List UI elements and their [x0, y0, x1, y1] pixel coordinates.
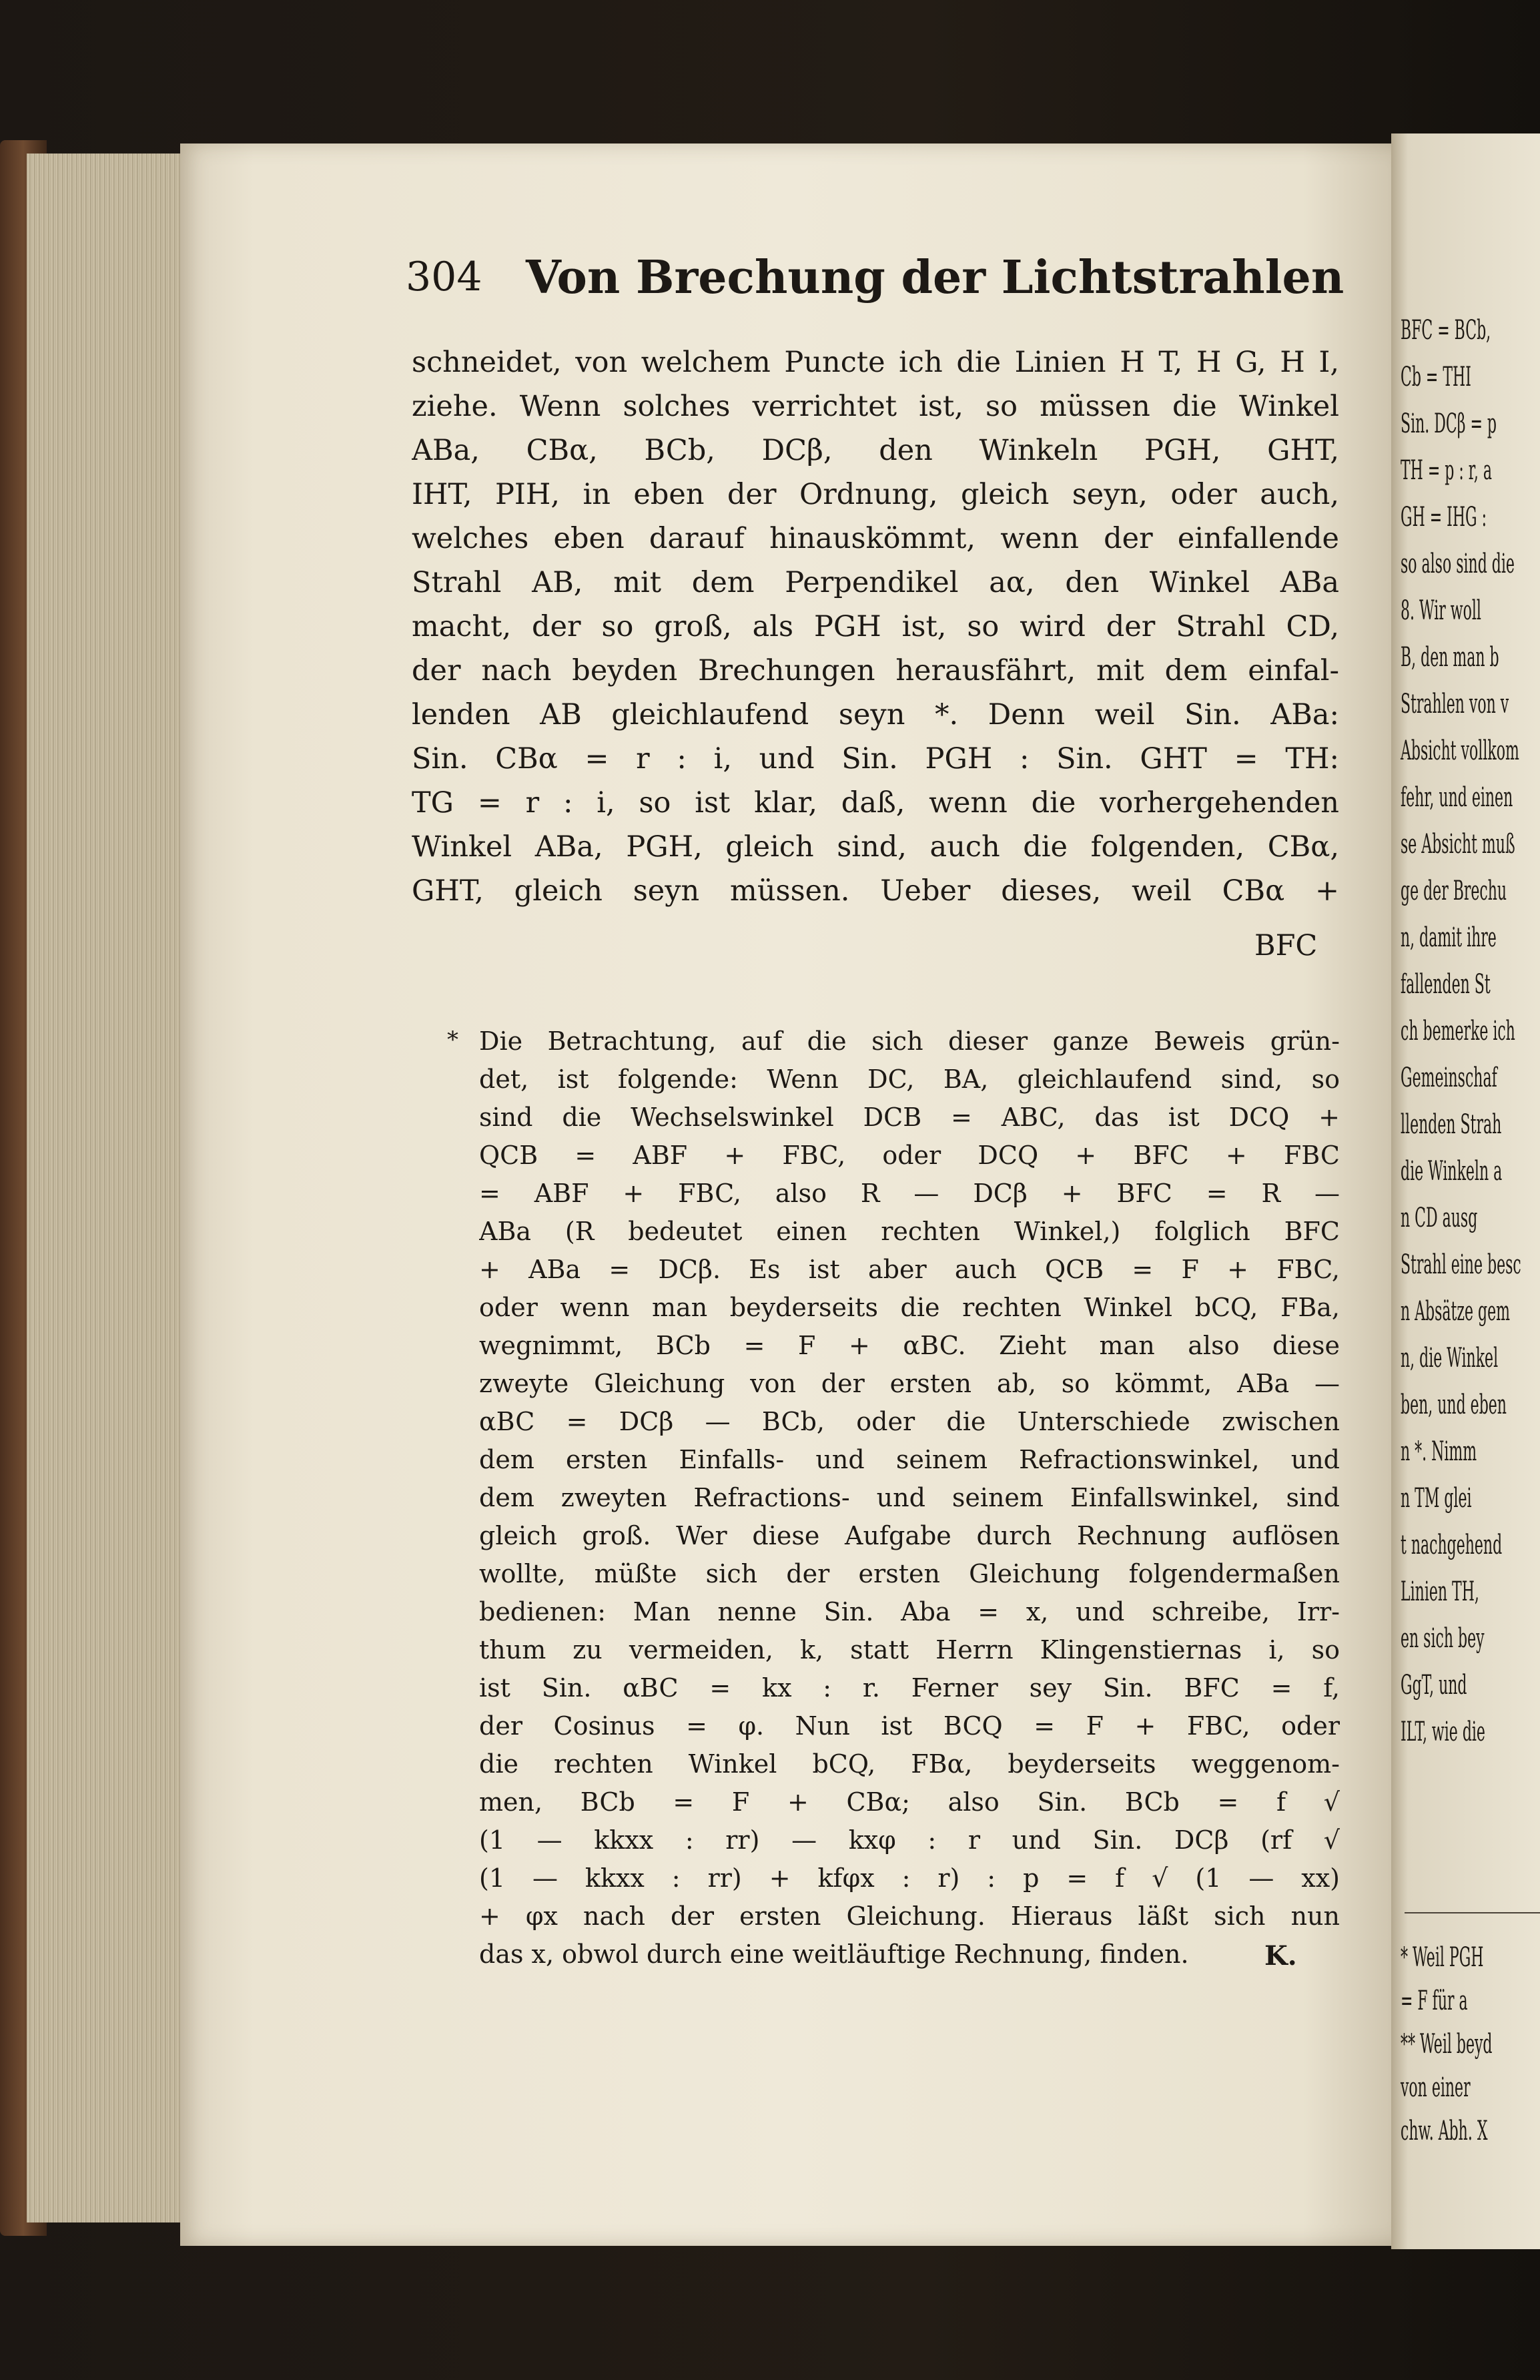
next-page-line: ** Weil beyd — [1401, 2029, 1493, 2060]
next-page-line: Absicht vollkom — [1401, 735, 1519, 766]
footnote-line: oder wenn man beyderseits die rechten Winkel bCQ, FBa, — [479, 1293, 1340, 1322]
next-page-line: 8. Wir woll — [1401, 595, 1481, 626]
next-page-line: ge der Brechu — [1401, 876, 1507, 906]
next-page-line: Linien TH, — [1401, 1576, 1479, 1607]
footnote-line: Die Betrachtung, auf die sich dieser ganze Beweis grün- — [479, 1026, 1340, 1056]
page-number: 304 — [406, 254, 482, 300]
next-page-line: von einer — [1401, 2072, 1471, 2103]
footnote-line: + φx nach der ersten Gleichung. Hieraus läßt sich nun — [479, 1901, 1340, 1931]
next-page-line: die Winkeln a — [1401, 1156, 1503, 1187]
footnote-line: αBC = DCβ — BCb, oder die Unterschiede zwischen — [479, 1407, 1340, 1436]
catchword: BFC — [1254, 929, 1318, 962]
footnote-line: bedienen: Man nenne Sin. Aba = x, und schreibe, Irr- — [479, 1597, 1340, 1626]
next-page-line: fallenden St — [1401, 969, 1491, 1000]
body-line: Sin. CBα = r : i, und Sin. PGH : Sin. GHT = TH: — [412, 742, 1339, 776]
next-page-line: fehr, und einen — [1401, 782, 1513, 813]
footnote-line: sind die Wechselswinkel DCB = ABC, das ist DCQ + — [479, 1103, 1340, 1132]
next-page-line: en sich bey — [1401, 1623, 1485, 1654]
footnote-line: thum zu vermeiden, k, statt Herrn Klingenstiernas i, so — [479, 1635, 1340, 1665]
body-line: Winkel ABa, PGH, gleich sind, auch die folgenden, CBα, — [412, 830, 1339, 864]
body-line: lenden AB gleichlaufend seyn *. Denn weil Sin. ABa: — [412, 698, 1339, 731]
next-page-line: n, die Winkel — [1401, 1343, 1499, 1374]
next-page-line: llenden Strah — [1401, 1109, 1502, 1140]
next-page-line: n TM glei — [1401, 1483, 1472, 1514]
footnote-line: = ABF + FBC, also R — DCβ + BFC = R — — [479, 1179, 1340, 1208]
next-page-line: Cb = THI — [1401, 362, 1471, 392]
next-page-line: n, damit ihre — [1401, 922, 1497, 953]
running-head: Von Brechung der Lichtstrahlen — [526, 251, 1344, 304]
footnote-line: men, BCb = F + CBα; also Sin. BCb = f √ — [479, 1787, 1340, 1817]
footnote-line: die rechten Winkel bCQ, FBα, beyderseits weggenom- — [479, 1749, 1340, 1779]
body-line: macht, der so groß, als PGH ist, so wird der Strahl CD, — [412, 610, 1339, 643]
next-page-line: * Weil PGH — [1401, 1942, 1484, 1973]
next-page-line: Gemeinschaf — [1401, 1063, 1497, 1093]
right-page-fragment — [1391, 133, 1540, 2249]
body-line: welches eben darauf hinauskömmt, wenn der einfallende — [412, 522, 1339, 555]
footnote-line: dem zweyten Refractions- und seinem Einfallswinkel, sind — [479, 1483, 1340, 1512]
next-page-line: Strahlen von v — [1401, 689, 1509, 719]
footnote-line: QCB = ABF + FBC, oder DCQ + BFC + FBC — [479, 1141, 1340, 1170]
footnote-line: gleich groß. Wer diese Aufgabe durch Rechnung auflösen — [479, 1521, 1340, 1550]
next-page-line: Strahl eine besc — [1401, 1249, 1521, 1280]
body-line: ziehe. Wenn solches verrichtet ist, so müssen die Winkel — [412, 390, 1339, 423]
footnote-line: zweyte Gleichung von der ersten ab, so kömmt, ABa — — [479, 1369, 1340, 1398]
next-page-line: se Absicht muß — [1401, 829, 1515, 860]
footnote-line: ABa (R bedeutet einen rechten Winkel,) folglich BFC — [479, 1217, 1340, 1246]
footnote-line: + ABa = DCβ. Es ist aber auch QCB = F + FBC, — [479, 1255, 1340, 1284]
next-page-line: B, den man b — [1401, 642, 1499, 673]
footnote-line: wollte, müßte sich der ersten Gleichung folgendermaßen — [479, 1559, 1340, 1588]
next-page-line: ben, und eben — [1401, 1390, 1507, 1420]
next-page-line: GgT, und — [1401, 1670, 1467, 1701]
next-page-line: Sin. DCβ = p — [1401, 408, 1497, 439]
body-line: Strahl AB, mit dem Perpendikel aα, den Winkel ABa — [412, 566, 1339, 599]
next-page-line: BFC = BCb, — [1401, 315, 1491, 346]
next-page-line: = F für a — [1401, 1986, 1468, 2016]
next-page-line: n Absätze gem — [1401, 1296, 1510, 1327]
footnote-line: (1 — kkxx : rr) — kxφ : r und Sin. DCβ (rf √ — [479, 1825, 1340, 1855]
footnote-signature: K. — [1264, 1940, 1297, 1972]
footnote-line: det, ist folgende: Wenn DC, BA, gleichlaufend sind, so — [479, 1065, 1340, 1094]
next-page-line: TH = p : r, a — [1401, 455, 1492, 486]
next-page-line: ILT, wie die — [1401, 1717, 1485, 1747]
next-page-footnote-rule — [1405, 1912, 1540, 1913]
body-line: schneidet, von welchem Puncte ich die Linien H T, H G, H I, — [412, 346, 1339, 379]
footnote-line: der Cosinus = φ. Nun ist BCQ = F + FBC, oder — [479, 1711, 1340, 1741]
next-page-line: chw. Abh. X — [1401, 2116, 1488, 2146]
footnote-line: dem ersten Einfalls- und seinem Refractionswinkel, und — [479, 1445, 1340, 1474]
next-page-line: GH = IHG : — [1401, 502, 1487, 533]
body-line: ABa, CBα, BCb, DCβ, den Winkeln PGH, GHT, — [412, 434, 1339, 467]
footnote-line: (1 — kkxx : rr) + kfφx : r) : p = f √ (1 — xx) — [479, 1863, 1340, 1893]
body-line: TG = r : i, so ist klar, daß, wenn die vorhergehenden — [412, 786, 1339, 820]
body-line: der nach beyden Brechungen herausfährt, mit dem einfal- — [412, 654, 1339, 687]
next-page-line: n *. Nimm — [1401, 1436, 1477, 1467]
next-page-line: ch bemerke ich — [1401, 1016, 1515, 1047]
footnote-line: ist Sin. αBC = kx : r. Ferner sey Sin. BFC = f, — [479, 1673, 1340, 1703]
next-page-line: t nachgehend — [1401, 1530, 1503, 1560]
next-page-line: n CD ausg — [1401, 1203, 1478, 1233]
footnote-marker: * — [447, 1026, 458, 1053]
page-block-edges — [27, 154, 194, 2222]
footnote-line: wegnimmt, BCb = F + αBC. Zieht man also diese — [479, 1331, 1340, 1360]
body-line: GHT, gleich seyn müssen. Ueber dieses, weil CBα + — [412, 874, 1339, 908]
body-line: IHT, PIH, in eben der Ordnung, gleich seyn, oder auch, — [412, 478, 1339, 511]
next-page-line: so also sind die — [1401, 549, 1515, 579]
footnote-line: das x, obwol durch eine weitläuftige Rechnung, finden. — [479, 1940, 1189, 1969]
